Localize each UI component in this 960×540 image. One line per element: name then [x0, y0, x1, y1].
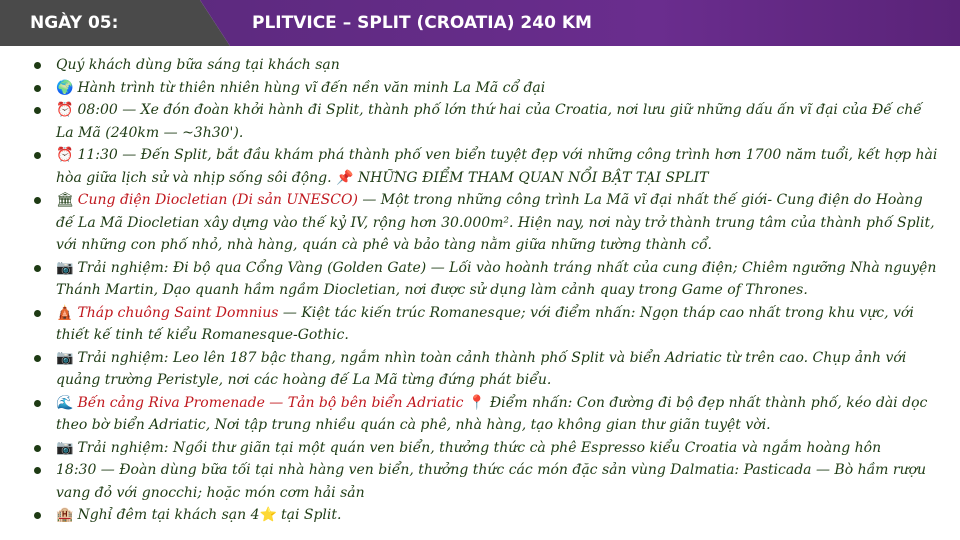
list-item — [30, 347, 938, 392]
camera-icon: 📷 — [56, 349, 74, 366]
item-text: NHỮNG ĐIỂM THAM QUAN NỔI BẬT TẠI SPLIT — [357, 169, 709, 186]
list-item — [30, 504, 938, 527]
header-bar — [0, 0, 960, 46]
globe-icon: 🌍 — [56, 79, 74, 96]
list-item — [30, 437, 938, 460]
item-text: — Kiệt tác kiến trúc Romanesque; với điểm nhấn: Ngọn tháp cao nhất trong khu vực, với thiết kế tinh tế kiểu Romanesque-Gothic. — [56, 304, 914, 343]
item-text: Trải nghiệm: Ngồi thư giãn tại một quán ven biển, thưởng thức cà phê Espresso kiểu Croatia và ngắm hoàng hôn — [77, 439, 882, 456]
item-text: Điểm nhấn: Con đường đi bộ đẹp nhất thành phố, kéo dài dọc theo bờ biển Adriatic, Nơi tập trung nhiều quán cà phê, nhà hàng, tạo không gian thư giãn tuyệt vời. — [56, 394, 928, 433]
list-item — [30, 77, 938, 100]
alarm-clock-icon: ⏰ — [56, 147, 74, 163]
alarm-clock-icon: ⏰ — [56, 102, 74, 118]
list-item — [30, 99, 938, 144]
list-item — [30, 144, 938, 189]
star-icon: ⭐ — [259, 507, 277, 523]
wave-icon: 🌊 — [56, 394, 74, 411]
list-item — [30, 54, 938, 77]
list-item — [30, 302, 938, 347]
day-label: NGÀY 05: — [30, 13, 119, 33]
item-text: — Một trong những công trình La Mã vĩ đại nhất thế giới- Cung điện do Hoàng đế La Mã Diocletian xây dựng vào thế kỷ IV, rộng hơn 30.000m². Hiện nay, nơi này trở thành trung tâm của thành phố Split, với những con phố nhỏ, nhà hàng, quán cà phê và bảo tàng nằm giữa những tường thành cổ. — [56, 192, 935, 253]
itinerary-list — [30, 54, 938, 527]
pushpin-icon: 📌 — [336, 169, 354, 186]
camera-icon: 📷 — [56, 259, 74, 276]
item-text: tại Split. — [280, 507, 342, 523]
item-text: Nghỉ đêm tại khách sạn 4 — [77, 507, 260, 523]
item-text: Hành trình từ thiên nhiên hùng vĩ đến nền văn minh La Mã cổ đại — [77, 79, 546, 96]
list-item — [30, 257, 938, 302]
camera-icon: 📷 — [56, 439, 74, 456]
list-item — [30, 189, 938, 257]
hotel-icon: 🏨 — [56, 507, 74, 523]
highlight-title: Tháp chuông Saint Domnius — [77, 304, 279, 321]
location-pin-icon: 📍 — [467, 394, 486, 411]
classical-building-icon: 🏛 — [56, 192, 74, 208]
page-title: PLITVICE – SPLIT (CROATIA) 240 KM — [252, 13, 592, 33]
list-item — [30, 459, 938, 504]
item-text: 08:00 — Xe đón đoàn khởi hành đi Split, thành phố lớn thứ hai của Croatia, nơi lưu giữ những dấu ấn vĩ đại của Đế chế La Mã (240km — ~3h30'). — [56, 102, 922, 141]
list-item — [30, 392, 938, 437]
item-text: 18:30 — Đoàn dùng bữa tối tại nhà hàng ven biển, thưởng thức các món đặc sản vùng Dalmatia: Pasticada — Bò hầm rượu vang đỏ với gnocchi; hoặc món cơm hải sản — [56, 462, 927, 501]
temple-icon: 🛕 — [56, 304, 74, 321]
item-text: Trải nghiệm: Leo lên 187 bậc thang, ngắm nhìn toàn cảnh thành phố Split và biển Adriatic từ trên cao. Chụp ảnh với quảng trường Peristyle, nơi các hoàng đế La Mã từng đứng phát biểu. — [56, 349, 907, 388]
highlight-title: Bến cảng Riva Promenade — Tản bộ bên biển Adriatic — [77, 394, 464, 411]
item-text: Trải nghiệm: Đi bộ qua Cổng Vàng (Golden Gate) — Lối vào hoành tráng nhất của cung điện; Chiêm ngưỡng Nhà nguyện Thánh Martin, Dạo quanh hầm ngầm Diocletian, nơi được sử dụng làm cảnh quay trong Game of Thrones. — [56, 259, 937, 298]
highlight-title: Cung điện Diocletian (Di sản UNESCO) — [77, 192, 358, 208]
item-text: Quý khách dùng bữa sáng tại khách sạn — [56, 57, 340, 73]
item-text: 11:30 — Đến Split, bắt đầu khám phá thành phố ven biển tuyệt đẹp với những công trình hơn 1700 năm tuổi, kết hợp hài hòa giữa lịch sử và nhịp sống sôi động. — [56, 147, 938, 186]
